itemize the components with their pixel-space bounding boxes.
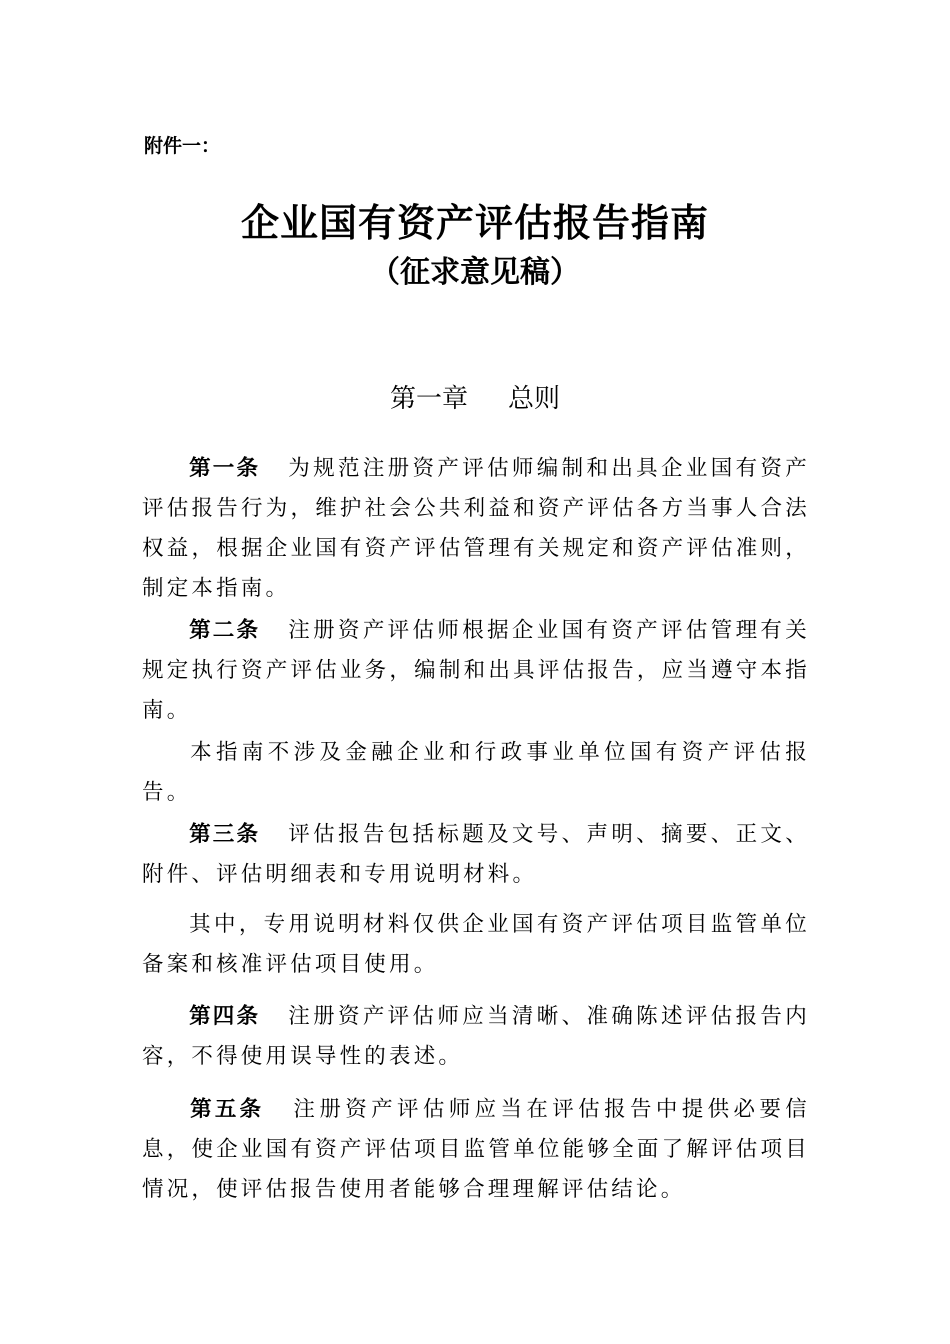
article-text: 为规范注册资产评估师编制和出具企业国有资产评估报告行为，维护社会公共利益和资产评估各方当事人合法权益，根据企业国有资产评估管理有关规定和资产评估准则，制定本指南。 bbox=[142, 456, 810, 601]
chapter-name: 总则 bbox=[508, 384, 561, 414]
document-title: 企业国有资产评估报告指南 bbox=[240, 200, 709, 245]
article-label: 第一条 bbox=[189, 456, 261, 481]
article-paragraph bbox=[142, 733, 810, 813]
article-paragraph bbox=[142, 997, 810, 1077]
chapter-number: 第一章 bbox=[389, 384, 468, 414]
article-text: 注册资产评估师根据企业国有资产评估管理有关规定执行资产评估业务，编制和出具评估报告，应当遵守本指南。 bbox=[142, 618, 810, 723]
chapter-heading bbox=[0, 378, 950, 415]
document-subtitle: （征求意见稿） bbox=[370, 255, 580, 290]
article-paragraph bbox=[142, 611, 810, 731]
article-label: 第五条 bbox=[189, 1097, 265, 1122]
article-text: 其中，专用说明材料仅供企业国有资产评估项目监管单位备案和核准评估项目使用。 bbox=[142, 912, 810, 977]
attachment-label: 附件一： bbox=[144, 135, 221, 157]
article-label: 第二条 bbox=[189, 618, 261, 643]
article-text: 本指南不涉及金融企业和行政事业单位国有资产评估报告。 bbox=[142, 740, 810, 805]
article-paragraph bbox=[142, 1090, 810, 1210]
article-paragraph bbox=[142, 815, 810, 895]
article-text: 评估报告包括标题及文号、声明、摘要、正文、附件、评估明细表和专用说明材料。 bbox=[142, 822, 810, 887]
article-text: 注册资产评估师应当清晰、准确陈述评估报告内容，不得使用误导性的表述。 bbox=[142, 1004, 810, 1069]
article-text: 注册资产评估师应当在评估报告中提供必要信息，使企业国有资产评估项目监管单位能够全面了解评估项目情况，使评估报告使用者能够合理理解评估结论。 bbox=[142, 1097, 810, 1202]
article-paragraph bbox=[142, 905, 810, 985]
article-label: 第三条 bbox=[189, 822, 261, 847]
article-paragraph bbox=[142, 449, 810, 609]
article-label: 第四条 bbox=[189, 1004, 261, 1029]
